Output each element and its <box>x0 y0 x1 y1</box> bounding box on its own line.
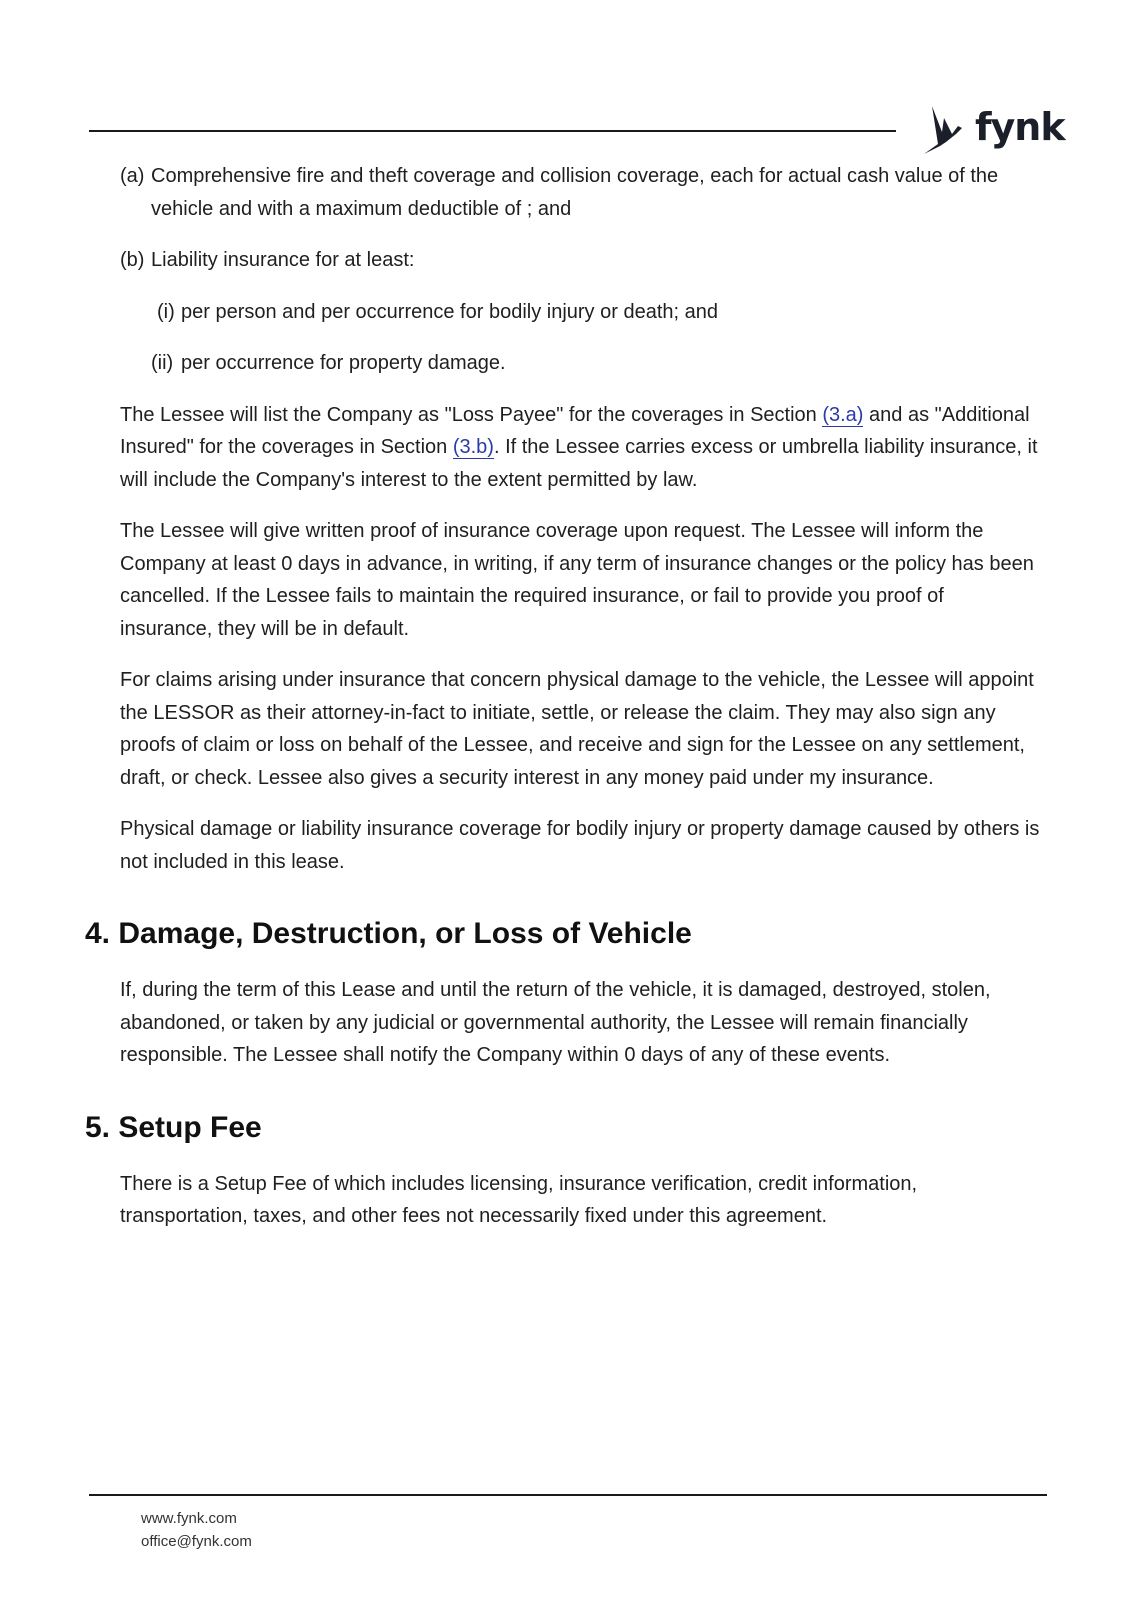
logo-wordmark: fynk <box>975 105 1065 149</box>
clause-text: Liability insurance for at least: <box>151 249 415 271</box>
bird-logo-icon <box>918 104 974 160</box>
fynk-logo <box>918 104 1065 160</box>
clause-label: (i) <box>157 300 175 323</box>
section-5-text: There is a Setup Fee of which includes licensing, insurance verification, credit information, transportation, taxes, and other fees not necessarily fixed under this agreement. <box>120 1172 918 1227</box>
clause-a <box>120 160 1040 225</box>
header-rule <box>89 130 896 132</box>
section-3b-link[interactable]: (3.b) <box>452 436 494 458</box>
clause-text: per person and per occurrence for bodily injury or death; and <box>181 300 718 323</box>
clause-i <box>120 296 1040 329</box>
coverage-exclusion-paragraph: Physical damage or liability insurance coverage for bodily injury or property damage caused by others is not included in this lease. <box>120 818 1040 873</box>
clause-ii <box>120 347 1040 380</box>
para1-text-3: . If the Lessee carries excess or umbrella liability insurance, it will include the Company's interest to the extent permitted by law. <box>120 436 1038 491</box>
footer-website: www.fynk.com <box>141 1510 237 1527</box>
clause-label: (a) <box>120 165 145 187</box>
section-5-heading: 5. Setup Fee <box>85 1110 262 1144</box>
clause-text: per occurrence for property damage. <box>181 352 506 374</box>
footer-rule <box>89 1494 1047 1496</box>
loss-payee-paragraph <box>120 399 1040 497</box>
section-4-heading: 4. Damage, Destruction, or Loss of Vehicle <box>85 917 692 950</box>
proof-of-insurance-paragraph: The Lessee will give written proof of insurance coverage upon request. The Lessee will inform the Company at least 0 days in advance, in writing, if any term of insurance changes or the policy has been cancelled. If the Lessee fails to maintain the required insurance, or fail to provide you proof of insurance, they will be in default. <box>120 520 1034 640</box>
footer-email: office@fynk.com <box>141 1533 252 1550</box>
clause-label: (ii) <box>151 352 174 374</box>
clause-label: (b) <box>120 249 145 271</box>
section-4-text: If, during the term of this Lease and until the return of the vehicle, it is damaged, destroyed, stolen, abandoned, or taken by any judicial or governmental authority, the Lessee will remain financially responsible. The Lessee shall notify the Company within 0 days of any of these events. <box>120 979 991 1066</box>
clause-text: Comprehensive fire and theft coverage and collision coverage, each for actual cash value of the vehicle and with a maximum deductible of ; and <box>151 165 999 220</box>
para1-text-2: and as "Additional Insured" for the coverages in Section <box>120 403 1030 458</box>
section-3a-link[interactable]: (3.a) <box>822 403 864 426</box>
claims-paragraph: For claims arising under insurance that concern physical damage to the vehicle, the Lessee will appoint the LESSOR as their attorney-in-fact to initiate, settle, or release the claim. They may also sign any proofs of claim or loss on behalf of the Lessee, and receive and sign for the Lessee on any settlement, draft, or check. Lessee also gives a security interest in any money paid under my insurance. <box>120 669 1034 789</box>
clause-b <box>120 244 1040 277</box>
document-body <box>85 160 1040 1252</box>
footer <box>141 1507 252 1553</box>
para1-text-1: The Lessee will list the Company as "Loss Payee" for the coverages in Section <box>120 403 823 426</box>
